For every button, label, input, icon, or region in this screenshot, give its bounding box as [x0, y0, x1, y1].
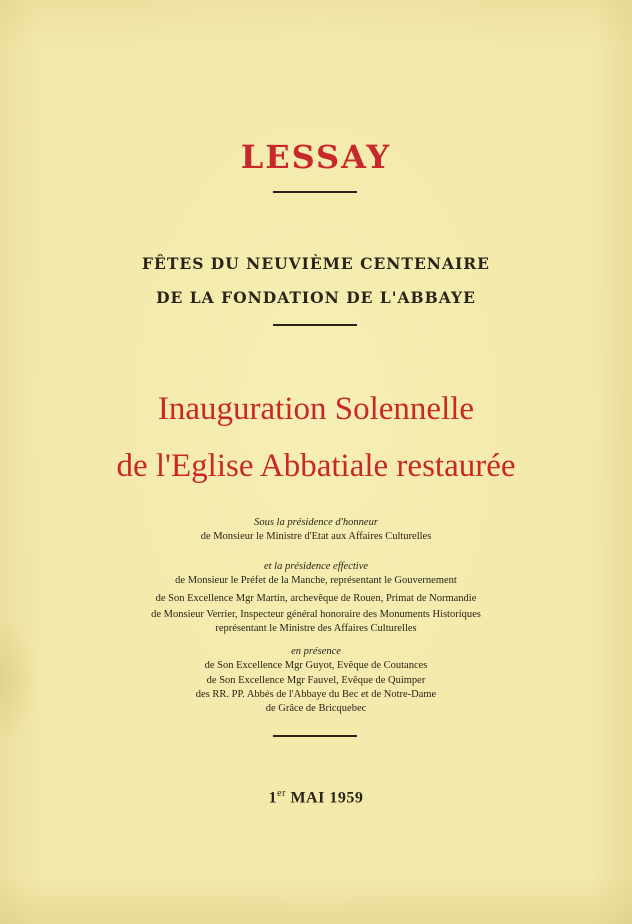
effective-presidency-line-3: de Monsieur Verrier, Inspecteur général honoraire des Monuments Historiques — [151, 609, 481, 620]
heading-line-2: de l'Eglise Abbatiale restaurée — [116, 448, 516, 484]
page-title: LESSAY — [240, 138, 392, 176]
divider-rule-top — [273, 191, 357, 193]
date-suffix: er — [277, 788, 286, 799]
presence-line-1: de Son Excellence Mgr Guyot, Evêque de Coutances — [204, 660, 428, 671]
effective-presidency-intro: et la présidence effective — [263, 561, 369, 572]
effective-presidency-line-1: de Monsieur le Préfet de la Manche, représentant le Gouvernement — [175, 575, 457, 586]
date-rest: MAI 1959 — [290, 789, 364, 807]
divider-rule-middle — [273, 324, 357, 326]
presence-line-2: de Son Excellence Mgr Fauvel, Evêque de Quimper — [206, 675, 426, 686]
subtitle-line-2: DE LA FONDATION DE L'ABBAYE — [156, 288, 476, 307]
honour-presidency-intro: Sous la présidence d'honneur — [254, 517, 378, 528]
effective-presidency-line-2: de Son Excellence Mgr Martin, archevêque de Rouen, Primat de Normandie — [155, 593, 477, 604]
honour-presidency-line: de Monsieur le Ministre d'Etat aux Affaires Culturelles — [200, 531, 432, 542]
effective-presidency-line-4: représentant le Ministre des Affaires Culturelles — [215, 623, 417, 634]
date-day: 1 — [268, 789, 278, 807]
event-date — [0, 788, 632, 807]
subtitle-line-1: FÊTES DU NEUVIÈME CENTENAIRE — [142, 254, 490, 273]
presence-line-3: des RR. PP. Abbés de l'Abbaye du Bec et de Notre-Dame — [195, 689, 437, 700]
heading-line-1: Inauguration Solennelle — [157, 391, 475, 427]
divider-rule-bottom — [273, 735, 357, 737]
presence-intro: en présence — [291, 646, 341, 657]
presence-line-4: de Grâce de Bricquebec — [265, 703, 367, 714]
